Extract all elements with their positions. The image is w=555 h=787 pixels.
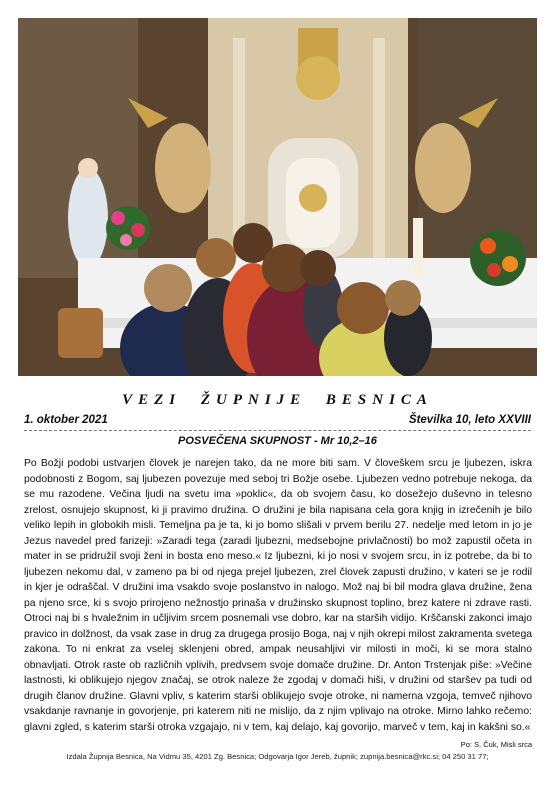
cover-photo <box>18 18 537 376</box>
issue-number: Številka 10, leto XXVIII <box>408 414 531 426</box>
article-heading: POSVEČENA SKUPNOST - Mr 10,2–16 <box>178 435 377 447</box>
footer: Izdala Župnija Besnica, Na Vidmu 35, 4201 Zg. Besnica; Odgovarja Igor Jereb, župnik; zupnija.besnica@rkc.si; 04 250 31 77; <box>66 752 489 761</box>
photo-altar-children-icon <box>18 18 537 376</box>
dateline <box>24 414 531 430</box>
article-source: Po: S. Čuk, Misli srca <box>460 740 532 749</box>
newsletter-title: VEZI ŽUPNIJE BESNICA <box>122 392 433 408</box>
article-body <box>24 456 532 753</box>
article-text: Po Božji podobi ustvarjen človek je narejen tako, da ne more biti sam. V človeškem srcu je ljubezen, iskra podobnosti z Bogom, saj ljubezen povezuje med seboj tri Božje osebe. Ljubezen vedno potrebuje nekoga, da se mu razodene. Večina ljudi na svetu ima »poklic«, da ob svojem času, ko dosežejo duševno in telesno zrelost, osnujejo skupnost, ki ji pravimo družina. O družini je bila napisana cela gora knjig in izrečenih je bilo veliko lepih in globokih misli. Temeljna pa je ta, ki jo bomo slišali v prvem berilu 27. nedelje med letom in jo je Jezus navedel pred farizeji: »Zaradi tega (zaradi ljubezni, medsebojne privlačnosti) bo mož zapustil očeta in mater in se pridružil svoji ženi in bosta eno meso.« Iz ljubezni, ki jo nosi v svojem srcu, in iz potrebe, da bi to ljubezen nekomu dal, v zameno pa bi od njega prejel ljubezen, zrel človek zapusti družino, v kateri se je rodil in kjer je odraščal. V družini ima vsakdo svoje poslanstvo in nalogo. Mož naj bi bil modra glava družine, žena pa njeno srce, ki s svojo prirojeno nežnostjo prinaša v družinsko skupnost toplino, brez katere ni zdrave rasti. Otroci naj bi s hvaležnim in učljivim srcem posnemali vse dobro, kar na starših vidijo. Krščanski zakonci imajo pravico in dolžnost, da vsak zase in drug za drugega prosijo Boga, naj v njih okrepi milost zakramenta svetega zakona. To ni enkrat za vselej sklenjeni obred, ampak neusahljivi vir milosti in moči, ki se mora stalno obnavljati. Otrok raste ob različnih vplivih, predvsem svoje domače družine. Dr. Anton Trstenjak piše: »Večine lastnosti, ki oblikujejo njegov značaj, se otrok naleze že zgodaj v domači hiši, v družini od staršev pa tudi od drugih članov družine. Glavni vpliv, s katerim starši oblikujejo svoje otroke, ni namerna vzgoja, temveč njihovo vsakdanje ravnanje in govorjenje, pri katerem niti ne mislijo, da z njim vplivajo na otroke. Mirno lahko rečemo: glavni zgled, s katerim starši otroka vzgajajo, ni v tem, kaj delajo, kaj govorijo, marveč v tem, kaj in kakšni so.« <box>24 458 532 733</box>
issue-date: 1. oktober 2021 <box>24 414 108 426</box>
divider <box>24 430 531 431</box>
